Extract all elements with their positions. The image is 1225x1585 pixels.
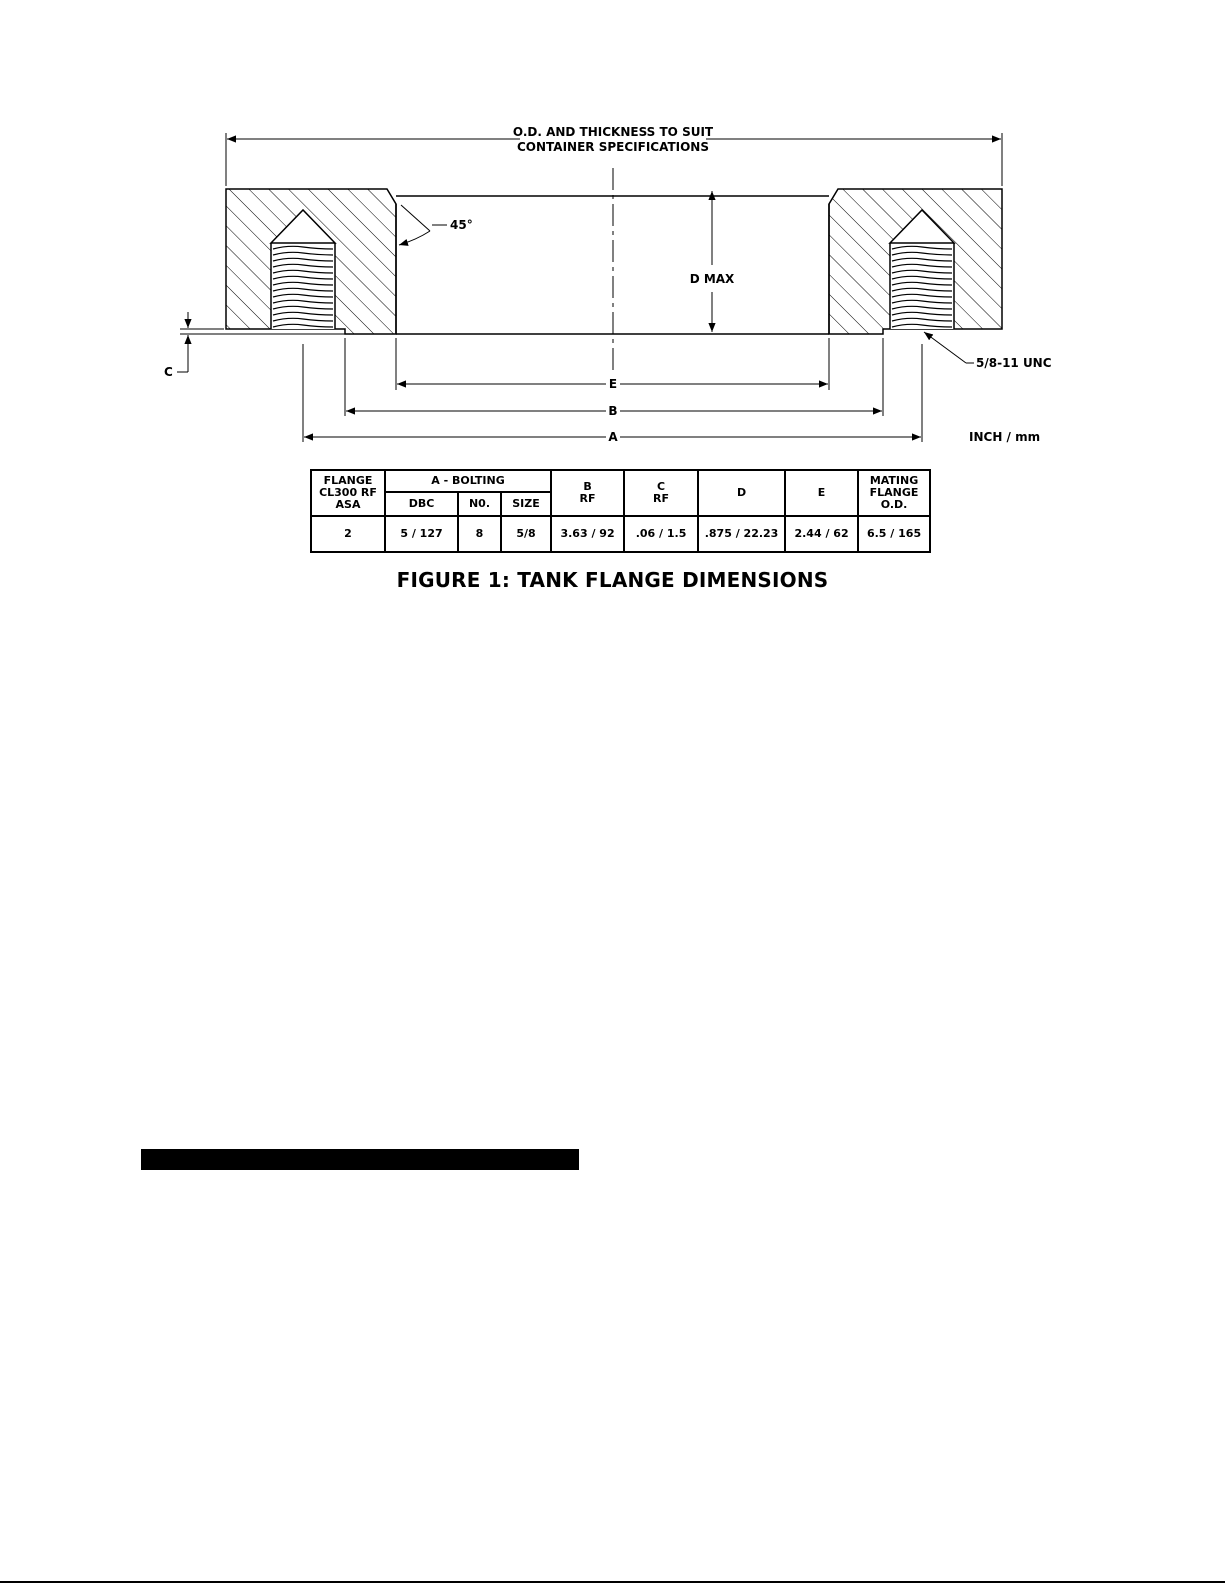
header-bolting: A - BOLTING (385, 470, 551, 492)
header-size: SIZE (501, 492, 551, 516)
cell-b: 3.63 / 92 (551, 516, 624, 552)
table-header-row-1 (311, 470, 930, 492)
table-row (311, 516, 930, 552)
header-b: B RF (551, 470, 624, 516)
cell-dbc: 5 / 127 (385, 516, 458, 552)
cell-flange: 2 (311, 516, 385, 552)
header-e: E (785, 470, 858, 516)
c-label: C (164, 365, 173, 379)
figure-caption: FIGURE 1: TANK FLANGE DIMENSIONS (396, 568, 829, 592)
a-label: A (608, 430, 618, 444)
cell-mating: 6.5 / 165 (858, 516, 930, 552)
units-label: INCH / mm (969, 430, 1041, 444)
od-note-line2: CONTAINER SPECIFICATIONS (517, 140, 709, 154)
angle-label: 45° (450, 218, 473, 232)
header-d: D (698, 470, 785, 516)
header-no: N0. (458, 492, 501, 516)
header-dbc: DBC (385, 492, 458, 516)
header-c: C RF (624, 470, 698, 516)
od-note-line1: O.D. AND THICKNESS TO SUIT (512, 125, 714, 139)
e-label: E (608, 377, 618, 391)
chamfer-angle-arc (399, 231, 430, 245)
cell-c: .06 / 1.5 (624, 516, 698, 552)
cell-no: 8 (458, 516, 501, 552)
thread-leader (924, 332, 966, 363)
flange-dimensions-table (310, 469, 931, 553)
header-mating-flange: MATING FLANGE O.D. (858, 470, 930, 516)
page-bottom-rule (0, 1581, 1225, 1583)
cell-size: 5/8 (501, 516, 551, 552)
cell-d: .875 / 22.23 (698, 516, 785, 552)
header-flange: FLANGE CL300 RF ASA (311, 470, 385, 516)
d-max-label: D MAX (689, 272, 735, 286)
b-label: B (608, 404, 618, 418)
thread-label: 5/8-11 UNC (976, 356, 1052, 370)
redaction-bar (141, 1149, 579, 1170)
flange-drawing (0, 0, 1225, 460)
cell-e: 2.44 / 62 (785, 516, 858, 552)
